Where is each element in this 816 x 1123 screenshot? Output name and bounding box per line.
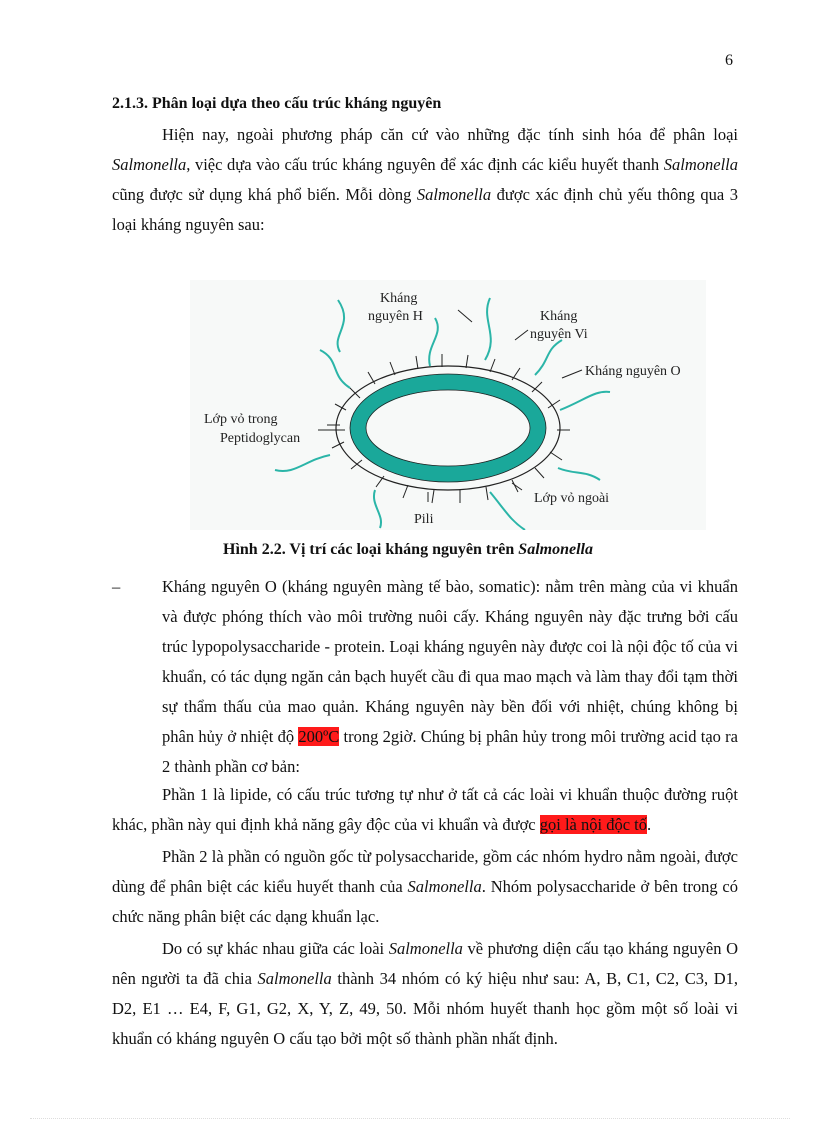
label-inner-layer-2: Peptidoglycan	[220, 431, 301, 446]
label-outer-layer: Lớp vỏ ngoài	[534, 491, 610, 506]
label-inner-layer-1: Lớp vỏ trong	[204, 412, 278, 427]
part1-paragraph: Phần 1 là lipide, có cấu trúc tương tự như ở tất cả các loài vi khuẩn thuộc đường ruột khác, phần này qui định khả năng gây độc của vi khuẩn và được gọi là nội độc tố.	[112, 785, 738, 834]
label-pili: Pili	[414, 512, 434, 527]
label-h-antigen-1: Kháng	[380, 291, 418, 306]
section-heading: 2.1.3. Phân loại dựa theo cấu trúc kháng nguyên	[112, 95, 442, 112]
intro-paragraph: Hiện nay, ngoài phương pháp căn cứ vào những đặc tính sinh hóa để phân loại Salmonella, việc dựa vào cấu trúc kháng nguyên để xác định các kiểu huyết thanh Salmonella cũng được sử dụng khá phổ biến. Mỗi dòng Salmonella được xác định chủ yếu thông qua 3 loại kháng nguyên sau:	[112, 125, 738, 234]
antigen-diagram	[190, 280, 706, 530]
page-bottom-divider	[30, 1118, 790, 1119]
highlight-temperature: 200ºC	[298, 727, 340, 746]
salmonella-cell-illustration	[190, 280, 706, 530]
label-h-antigen-2: nguyên H	[368, 309, 423, 324]
highlight-endotoxin: gọi là nội độc tố	[539, 815, 647, 834]
label-vi-antigen-2: nguyên Vi	[530, 327, 588, 342]
page-number: 6	[725, 52, 733, 69]
label-o-antigen: Kháng nguyên O	[585, 364, 681, 379]
part2-paragraph: Phần 2 là phần có nguồn gốc từ polysaccharide, gồm các nhóm hydro nằm ngoài, được dùng để phân biệt các kiểu huyết thanh của Salmonella. Nhóm polysaccharide ở bên trong có chức năng phân biệt các dạng khuẩn lạc.	[112, 847, 739, 926]
bullet-dash: –	[112, 577, 121, 596]
figure-caption: Hình 2.2. Vị trí các loại kháng nguyên trên Salmonella	[223, 541, 593, 558]
groups-paragraph: Do có sự khác nhau giữa các loài Salmonella về phương diện cấu tạo kháng nguyên O nên người ta đã chia Salmonella thành 34 nhóm có ký hiệu như sau: A, B, C1, C2, C3, D1, D2, E1 … E4, F, G1, G2, X, Y, Z, 49, 50. Mỗi nhóm huyết thanh học gồm một số loài vi khuẩn có kháng nguyên O cấu tạo bởi một số thành phần nhất định.	[112, 939, 739, 1048]
label-vi-antigen-1: Kháng	[540, 309, 578, 324]
